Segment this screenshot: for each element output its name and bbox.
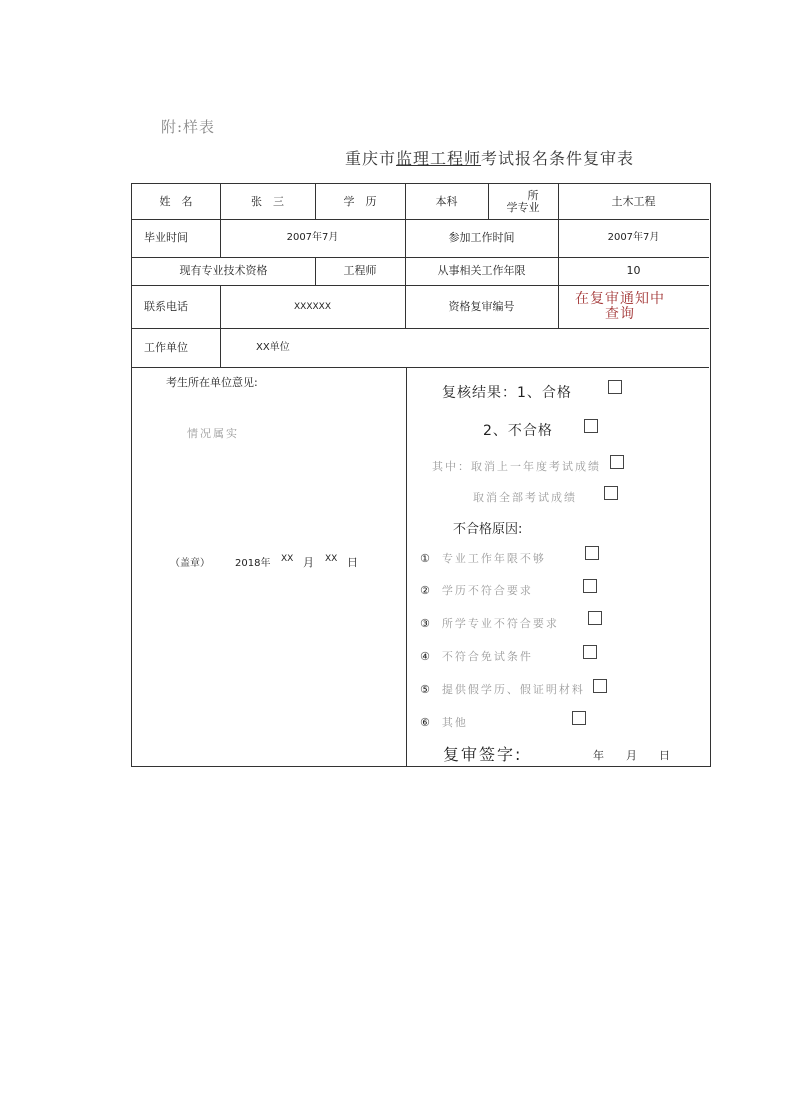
- unit-date-day-value: XX: [325, 554, 338, 564]
- review-number-label: 资格复审编号: [448, 299, 515, 313]
- unit-date-year: 2018年: [235, 558, 271, 569]
- graduation-value: 2007年7月: [286, 232, 339, 243]
- attachment-label: 附:样表: [161, 118, 216, 136]
- education-value: 本科: [435, 194, 458, 208]
- education-label: 学 历: [343, 194, 377, 208]
- employer-label: 工作单位: [144, 340, 188, 354]
- unit-opinion-value: 情况属实: [187, 427, 239, 440]
- review-form-table: [131, 183, 711, 767]
- reason-checkbox[interactable]: [593, 679, 607, 693]
- fail-reasons-label: 不合格原因:: [453, 522, 523, 537]
- review-result-pass-label: 复核结果：1、合格: [442, 385, 572, 401]
- qualification-value: 工程师: [343, 264, 377, 277]
- col-divider: [220, 328, 221, 367]
- signature-month-label: 月: [626, 749, 637, 762]
- col-divider: [406, 367, 407, 766]
- major-label-line1: 所: [527, 188, 539, 202]
- work-start-value: 2007年7月: [607, 232, 660, 243]
- pass-checkbox[interactable]: [608, 380, 622, 394]
- reason-checkbox[interactable]: [583, 645, 597, 659]
- cancel-last-year-checkbox[interactable]: [610, 455, 624, 469]
- row-divider: [132, 328, 709, 329]
- review-signature-label: 复审签字:: [443, 745, 523, 764]
- stamp-label: （盖章）: [170, 558, 210, 569]
- major-value: 土木工程: [611, 194, 656, 208]
- signature-year-label: 年: [593, 749, 604, 762]
- reason-item: ⑥ 其他: [420, 716, 468, 729]
- unit-date-month-value: XX: [281, 554, 294, 564]
- unit-opinion-label: 考生所在单位意见:: [166, 376, 258, 389]
- unit-date-day-label: 日: [347, 556, 358, 569]
- cancel-last-year-label: 其中：取消上一年度考试成绩: [432, 460, 601, 473]
- title-underlined: 监理工程师: [396, 149, 482, 168]
- name-value: 张 三: [251, 194, 284, 208]
- col-divider: [558, 285, 559, 328]
- title-suffix: 考试报名条件复审表: [481, 149, 635, 168]
- fail-checkbox[interactable]: [584, 419, 598, 433]
- reason-item: ④ 不符合免试条件: [420, 650, 533, 663]
- reason-item: ③ 所学专业不符合要求: [420, 617, 559, 630]
- reason-checkbox[interactable]: [588, 611, 602, 625]
- cancel-all-checkbox[interactable]: [604, 486, 618, 500]
- page-title: [345, 146, 634, 169]
- phone-label: 联系电话: [144, 299, 188, 313]
- cancel-all-label: 取消全部考试成绩: [473, 491, 577, 504]
- graduation-label: 毕业时间: [144, 231, 188, 244]
- reason-item: ② 学历不符合要求: [420, 584, 533, 597]
- qualification-label: 现有专业技术资格: [179, 264, 268, 277]
- unit-date-month-label: 月: [303, 556, 314, 569]
- years-label: 从事相关工作年限: [437, 264, 526, 277]
- major-label-line2: 学专业: [506, 200, 540, 214]
- review-number-value: 在复审通知中查询: [575, 290, 665, 322]
- years-value: 10: [626, 264, 641, 277]
- name-label: 姓 名: [159, 194, 193, 208]
- major-label: [488, 184, 558, 219]
- review-result-fail-label: 2、不合格: [483, 423, 553, 439]
- row-divider: [132, 367, 709, 368]
- work-start-label: 参加工作时间: [448, 231, 515, 244]
- reason-item: ⑤ 提供假学历、假证明材料: [420, 683, 585, 696]
- reason-checkbox[interactable]: [583, 579, 597, 593]
- reason-item: ① 专业工作年限不够: [420, 552, 546, 565]
- reason-checkbox[interactable]: [585, 546, 599, 560]
- signature-day-label: 日: [659, 749, 670, 762]
- title-prefix: 重庆市: [345, 149, 397, 168]
- reason-checkbox[interactable]: [572, 711, 586, 725]
- employer-value: XX单位: [256, 341, 290, 353]
- phone-value: XXXXXX: [294, 301, 331, 312]
